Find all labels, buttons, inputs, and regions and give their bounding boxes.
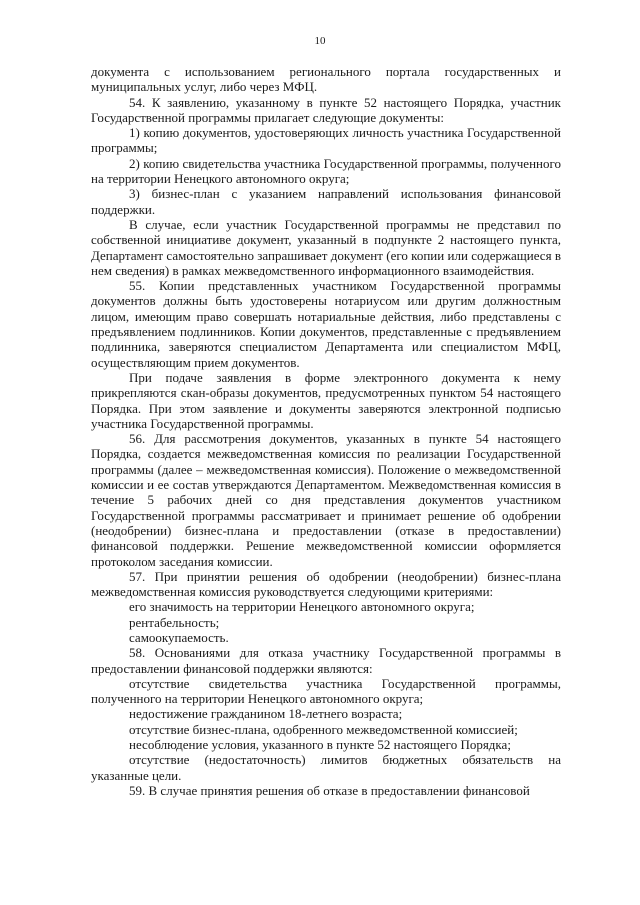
paragraph-14: 58. Основаниями для отказа участнику Государственной программы в предоставлении финансовой поддержки являются:	[91, 645, 561, 676]
paragraph-8: При подаче заявления в форме электронного документа к нему прикрепляются скан-образы документов, предусмотренных пунктом 54 настоящего Порядка. При этом заявление и документы заверяются электронной подписью участника Государственной программы.	[91, 369, 561, 431]
paragraph-3: 1) копию документов, удостоверяющих личность участника Государственной программы;	[91, 125, 561, 156]
paragraph-17: отсутствие бизнес-плана, одобренного межведомственной комиссией;	[129, 721, 518, 737]
page-number: 10	[314, 35, 326, 47]
paragraph-19: отсутствие (недостаточность) лимитов бюджетных обязательств на указанные цели.	[91, 752, 561, 783]
paragraph-12: рентабельность;	[129, 614, 220, 630]
paragraph-5: 3) бизнес-план с указанием направлений использования финансовой поддержки.	[91, 186, 561, 217]
paragraph-7: 55. Копии представленных участником Государственной программы документов должны быть удостоверены нотариусом или другим должностным лицом, имеющим право совершать нотариальные действия, либо представлены с предъявлением подлинников. Копии документов, представленные с предъявлением подлинника, заверяются специалистом Департамента или специалистом МФЦ, осуществляющим прием документов.	[91, 278, 561, 370]
paragraph-1: документа с использованием регионального портала государственных и муниципальных услуг, либо через МФЦ.	[91, 64, 561, 95]
paragraph-20: 59. В случае принятия решения об отказе в предоставлении финансовой	[129, 782, 530, 798]
paragraph-6: В случае, если участник Государственной программы не представил по собственной инициативе документ, указанный в подпункте 2 настоящего пункта, Департамент самостоятельно запрашивает документ (его копии или содержащиеся в нем сведения) в рамках межведомственного информационного взаимодействия.	[91, 216, 561, 278]
paragraph-11: его значимость на территории Ненецкого автономного округа;	[129, 599, 475, 615]
paragraph-10: 57. При принятии решения об одобрении (неодобрении) бизнес-плана межведомственная комиссия руководствуется следующими критериями:	[91, 568, 561, 600]
paragraph-16: недостижение гражданином 18-летнего возраста;	[129, 706, 403, 722]
paragraph-15: отсутствие свидетельства участника Государственной программы, полученного на территории Ненецкого автономного округа;	[91, 675, 561, 707]
paragraph-2: 54. К заявлению, указанному в пункте 52 настоящего Порядка, участник Государственной программы прилагает следующие документы:	[91, 94, 561, 125]
paragraph-13: самоокупаемость.	[129, 629, 229, 645]
paragraph-9: 56. Для рассмотрения документов, указанных в пункте 54 настоящего Порядка, создается межведомственная комиссия по реализации Государственной программы (далее – межведомственная комиссия). Положение о межведомственной комиссии и ее состав утверждаются Департаментом. Межведомственная комиссия в течение 5 рабочих дней со дня представления документов участником Государственной программы рассматривает и принимает решение об одобрении (неодобрении) бизнес-плана и предоставлении (отказе в предоставлении) финансовой поддержки. Решение межведомственной комиссии оформляется протоколом заседания комиссии.	[91, 431, 561, 569]
paragraph-4: 2) копию свидетельства участника Государственной программы, полученного на территории Ненецкого автономного округа;	[91, 155, 561, 187]
paragraph-18: несоблюдение условия, указанного в пункте 52 настоящего Порядка;	[129, 737, 511, 753]
document-body	[91, 64, 561, 798]
